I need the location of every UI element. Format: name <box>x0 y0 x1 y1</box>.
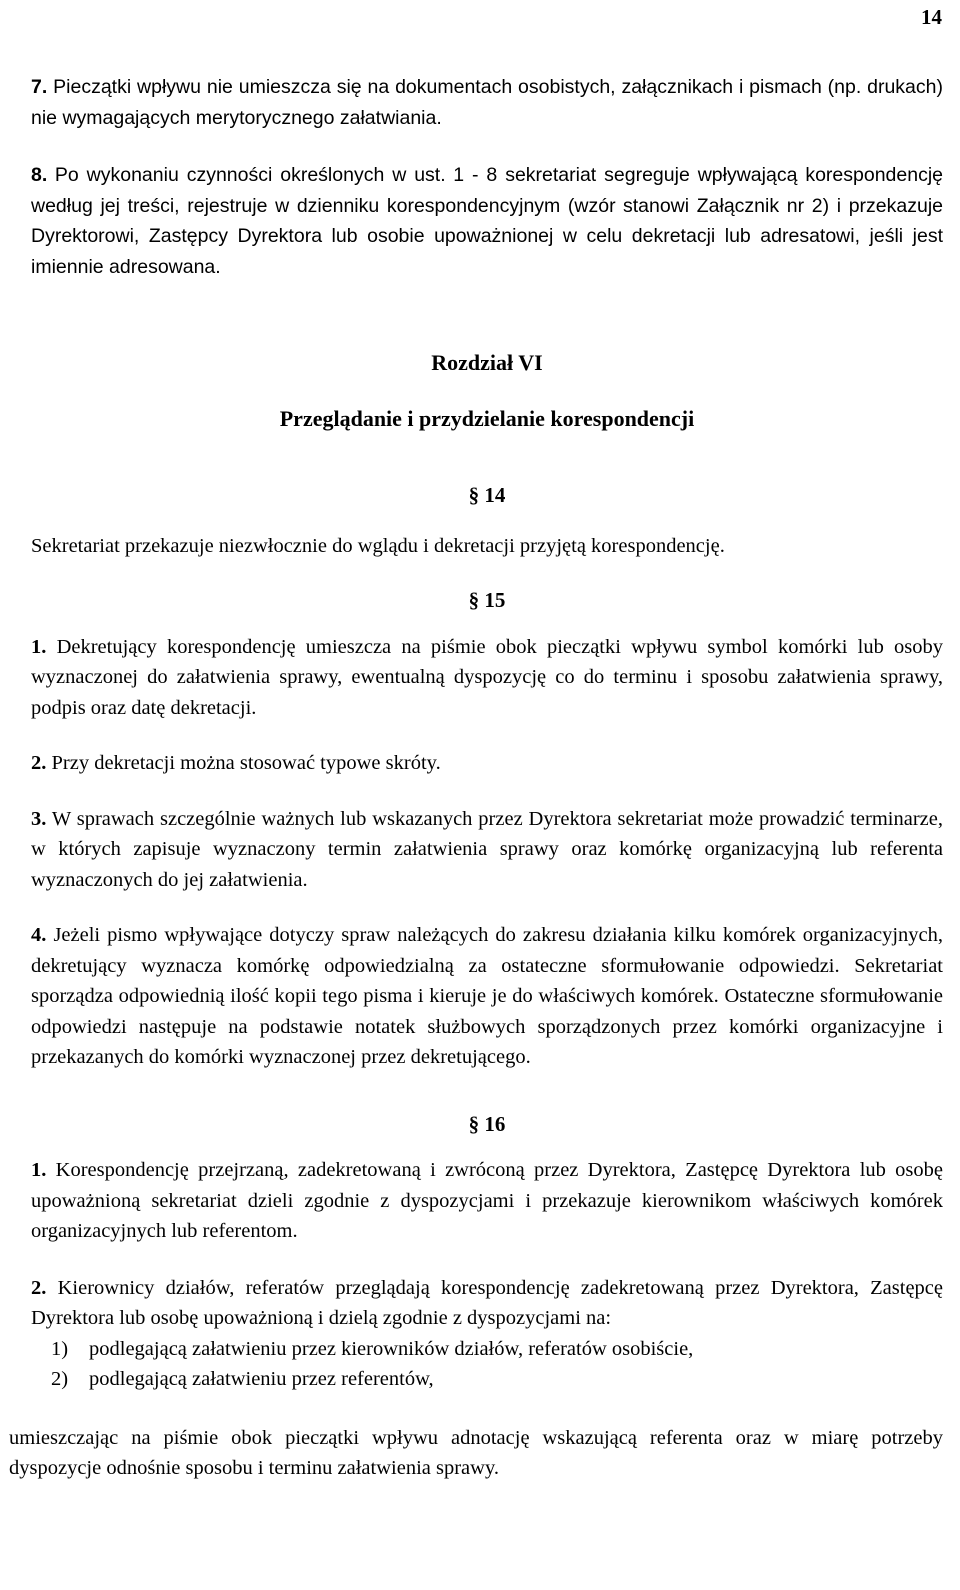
page-number: 14 <box>921 5 942 29</box>
item-number: 3. <box>31 807 47 830</box>
section-16-item-2 <box>31 1273 943 1334</box>
list-item-text: podlegającą załatwieniu przez referentów, <box>89 1368 434 1390</box>
section-15-item-1 <box>31 632 943 724</box>
section-14-text: Sekretariat przekazuje niezwłocznie do wglądu i dekretacji przyjętą korespondencję. <box>31 534 725 557</box>
section-sign-16: § 16 <box>468 1111 506 1136</box>
item-text: Przy dekretacji można stosować typowe skróty. <box>51 752 441 774</box>
item-number: 7. <box>31 76 48 98</box>
list-item-text: podlegającą załatwieniu przez kierowników działów, referatów osobiście, <box>89 1337 694 1360</box>
section-sign-15: § 15 <box>468 588 506 612</box>
item-text: Dekretujący korespondencję umieszcza na piśmie obok pieczątki wpływu symbol komórki lub osoby wyznaczonej do załatwienia sprawy, ewentualną dyspozycję co do terminu i sposobu załatwienia sprawy, podpis oraz datę dekretacji. <box>31 635 943 719</box>
item-text-sans: Po wykonaniu czynności określonych w ust. <box>54 164 446 186</box>
document-body <box>9 72 944 1484</box>
section-15-item-3 <box>31 804 943 896</box>
item-number: 1. <box>31 635 47 658</box>
item-text: 1 - 8 sekretariat segreguje wpływającą korespondencję według jej treści, rejestruje w dzienniku korespondencyjnym (wzór <box>31 164 944 217</box>
item-text: Jeżeli pismo wpływające dotyczy spraw należących do zakresu działania kilku komórek organizacyjnych, dekretujący wyznacza komórkę odpowiedzialną za ostateczne sformułowanie odpowiedzi. Sekretariat sporządza odpowiednią ilość kopii tego pisma i kieruje je do właściwych komórek. Ostateczne sformułowanie odpowiedzi następuje na podstawie notatek służbowych sporządzonych przez komórki organizacyjne i przekazanych do komórki wyznaczonej przez dekretującego. <box>31 924 943 1068</box>
item-text: W sprawach szczególnie ważnych lub wskazanych przez Dyrektora sekretariat może prowadzić terminarze, w których zapisuje wyznaczony termin załatwienia sprawy oraz komórkę organizacyjną lub referenta wyznaczonych do jej załatwienia. <box>31 807 943 891</box>
list-marker: 1) <box>51 1337 69 1360</box>
list-item <box>31 1334 943 1365</box>
paragraph-item-7 <box>31 72 943 133</box>
paragraph-item-8 <box>31 160 943 282</box>
section-16-closing: umieszczając na piśmie obok pieczątki wpływu adnotację wskazującą referenta oraz w miarę potrzeby dyspozycje odnośnie sposobu i terminu załatwienia sprawy. <box>9 1426 943 1479</box>
section-15-item-4 <box>31 920 943 1073</box>
chapter-subtitle: Przeglądanie i przydzielanie korespondencji <box>279 405 695 431</box>
item-number: 4. <box>31 924 47 946</box>
item-number: 8. <box>31 164 48 186</box>
section-15-item-2 <box>31 748 943 779</box>
chapter-title: Rozdział VI <box>431 350 543 375</box>
item-number: 2. <box>31 1276 47 1299</box>
subitem-list <box>31 1334 943 1395</box>
item-text: Pieczątki wpływu nie umieszcza się na dokumentach osobistych, załącznikach i pismach (np. drukach) nie wymagających merytorycznego załatwiania. <box>31 76 943 129</box>
item-text: Kierownicy działów, referatów przeglądają korespondencję zadekretowaną przez Dyrektora, Zastępcę Dyrektora lub osobę upoważnioną i dzielą zgodnie z dyspozycjami na: <box>31 1276 943 1329</box>
section-16-item-1 <box>31 1155 943 1247</box>
item-text: Korespondencję przejrzaną, zadekretowaną i zwróconą przez Dyrektora, Zastępcę Dyrektora lub osobę upoważnioną sekretariat dzieli zgodnie z dyspozycjami i przekazuje kierownikom właściwych komórek organizacyjnych lub referentom. <box>31 1159 943 1242</box>
item-text-continued: stanowi Załącznik nr 2) i przekazuje Dyrektorowi, Zastępcy Dyrektora lub osobie upoważnionej w celu dekretacji lub adresatowi, jeśli jest imiennie adresowana. <box>31 194 943 278</box>
list-marker: 2) <box>51 1368 69 1390</box>
item-number: 1. <box>31 1159 47 1181</box>
item-number: 2. <box>31 752 47 774</box>
list-item <box>31 1364 943 1395</box>
section-sign-14: § 14 <box>468 483 506 507</box>
